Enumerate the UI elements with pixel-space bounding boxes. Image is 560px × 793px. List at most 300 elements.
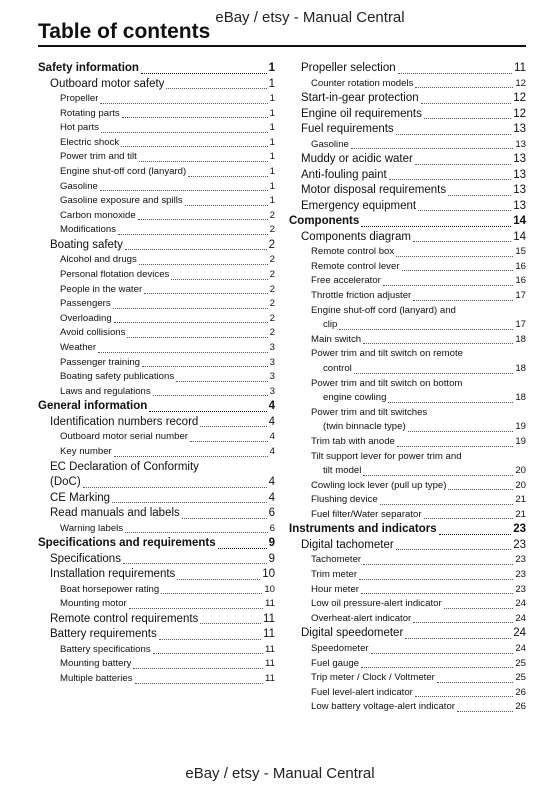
toc-entry-label: Gasoline exposure and spills — [60, 195, 183, 207]
toc-entry-label: Boating safety publications — [60, 371, 175, 383]
dot-leader — [361, 226, 511, 227]
toc-entry-page: 2 — [269, 327, 275, 339]
dot-leader — [139, 264, 268, 265]
toc-entry-page: 23 — [515, 583, 526, 595]
toc-entry[interactable] — [289, 289, 526, 304]
dot-leader — [101, 132, 268, 133]
toc-entry[interactable] — [38, 491, 275, 507]
toc-entry[interactable] — [38, 627, 275, 643]
dot-leader — [361, 667, 513, 668]
toc-entry[interactable] — [289, 642, 526, 657]
toc-entry-label: Overloading — [60, 312, 112, 324]
toc-entry[interactable] — [289, 230, 526, 246]
dot-leader — [415, 164, 511, 165]
toc-entry-page: 24 — [515, 642, 526, 654]
dot-leader — [448, 195, 511, 196]
dot-leader — [153, 653, 263, 654]
dot-leader — [383, 285, 513, 286]
toc-entry[interactable] — [38, 77, 275, 93]
toc-entry[interactable] — [38, 312, 275, 327]
toc-entry-label: Engine oil requirements — [301, 107, 422, 120]
toc-entry-page: 9 — [268, 537, 275, 550]
toc-entry-label: Components — [289, 215, 360, 228]
toc-entry-page: 13 — [513, 199, 526, 212]
toc-entry[interactable] — [289, 568, 526, 583]
toc-entry-label: Outboard motor serial number — [60, 431, 188, 443]
toc-entry[interactable] — [38, 522, 275, 537]
toc-entry-page: 3 — [269, 356, 275, 368]
toc-entry[interactable] — [38, 268, 275, 283]
toc-entry[interactable] — [289, 138, 526, 153]
toc-entry-page: 13 — [513, 153, 526, 166]
toc-entry-wrapped[interactable] — [289, 347, 526, 376]
toc-entry-label: Engine shut-off cord (lanyard) — [60, 165, 187, 177]
toc-entry-page: 1 — [269, 151, 275, 163]
toc-entry-page: 17 — [515, 319, 526, 331]
toc-entry[interactable] — [289, 522, 526, 538]
dot-leader — [188, 176, 267, 177]
dot-leader — [200, 426, 266, 427]
toc-entry-page: 26 — [515, 686, 526, 698]
toc-entry-page: 18 — [515, 392, 526, 404]
toc-entry-label: control — [323, 362, 352, 374]
toc-entry-label: Propeller selection — [301, 62, 396, 74]
dot-leader — [125, 249, 267, 250]
dot-leader — [388, 402, 513, 403]
toc-entry[interactable] — [38, 180, 275, 195]
toc-entry-page: 12 — [513, 107, 526, 120]
toc-entry-label: Muddy or acidic water — [301, 153, 413, 166]
toc-entry[interactable] — [38, 399, 275, 415]
toc-entry[interactable] — [289, 435, 526, 450]
toc-entry-label: Flushing device — [311, 494, 378, 506]
toc-entry-label: Remote control box — [311, 246, 395, 258]
dot-leader — [398, 73, 512, 74]
toc-entry[interactable] — [289, 479, 526, 494]
toc-entry[interactable] — [38, 165, 275, 180]
toc-entry-label: Fuel requirements — [301, 123, 394, 136]
toc-entry-label: Low oil pressure-alert indicator — [311, 598, 442, 610]
toc-entry-label: Safety information — [38, 62, 139, 74]
toc-entry-page: 2 — [268, 238, 275, 251]
toc-entry-page: 24 — [513, 627, 526, 640]
toc-entry-label: Power trim and tilt switch on remote — [311, 348, 463, 360]
toc-entry-label: People in the water — [60, 283, 143, 295]
toc-entry-page: 13 — [513, 184, 526, 197]
toc-entry[interactable] — [311, 420, 526, 435]
toc-entry-wrapped[interactable] — [289, 304, 526, 333]
toc-entry-label: Read manuals and labels — [50, 507, 180, 520]
toc-entry-page: 18 — [515, 333, 526, 345]
toc-entry[interactable] — [38, 430, 275, 445]
toc-entry[interactable] — [38, 238, 275, 254]
toc-entry-label: Personal flotation devices — [60, 269, 170, 281]
toc-entry-page: 4 — [268, 415, 275, 428]
toc-entry[interactable] — [38, 643, 275, 658]
toc-entry-page: 1 — [268, 77, 275, 90]
dot-leader — [380, 504, 514, 505]
toc-entry[interactable] — [289, 122, 526, 138]
toc-entry[interactable] — [38, 341, 275, 356]
toc-entry[interactable] — [289, 583, 526, 598]
toc-entry[interactable] — [38, 92, 275, 107]
toc-entry[interactable] — [38, 506, 275, 522]
toc-entry-label: Power trim and tilt switches — [311, 406, 428, 418]
toc-entry-page: 11 — [265, 673, 275, 685]
toc-entry[interactable] — [38, 209, 275, 224]
toc-entry-label: Identification numbers record — [50, 415, 199, 428]
dot-leader — [439, 534, 512, 535]
toc-entry-page: 21 — [515, 494, 526, 506]
dot-leader — [396, 549, 512, 550]
dot-leader — [354, 373, 514, 374]
toc-entry[interactable] — [38, 536, 275, 552]
title-divider — [38, 45, 526, 47]
toc-entry-label: Fuel level-alert indicator — [311, 686, 413, 698]
toc-entry-page: 1 — [269, 107, 275, 119]
toc-entry-label: Gasoline — [60, 180, 98, 192]
toc-entry-page: 11 — [265, 658, 275, 670]
dot-leader — [339, 329, 513, 330]
dot-leader — [133, 668, 263, 669]
toc-entry-label: Digital speedometer — [301, 627, 404, 640]
toc-entry[interactable] — [38, 612, 275, 628]
dot-leader — [413, 241, 511, 242]
toc-column-right — [289, 61, 526, 715]
toc-entry-wrapped[interactable] — [38, 460, 275, 491]
toc-entry[interactable] — [38, 253, 275, 268]
toc-entry[interactable] — [289, 671, 526, 686]
dot-leader — [415, 696, 513, 697]
toc-entry-label: Fuel gauge — [311, 657, 360, 669]
dot-leader — [114, 456, 268, 457]
toc-entry[interactable] — [311, 318, 526, 333]
toc-entry-label: Avoid collisions — [60, 327, 126, 339]
toc-entry-label: Trim meter — [311, 569, 358, 581]
toc-entry-page: 6 — [269, 522, 275, 534]
dot-leader — [402, 270, 514, 271]
toc-entry-label: Boat horsepower rating — [60, 583, 160, 595]
toc-entry-label: Multiple batteries — [60, 673, 133, 685]
toc-entry[interactable] — [38, 194, 275, 209]
toc-entry-label: Installation requirements — [50, 568, 176, 581]
toc-entry-label: Counter rotation models — [311, 77, 414, 89]
toc-entry-page: 4 — [268, 491, 275, 504]
toc-entry-label: General information — [38, 400, 148, 413]
toc-entry-label: engine cowling — [323, 392, 387, 404]
toc-entry-label: Main switch — [311, 333, 362, 345]
toc-entry[interactable] — [38, 356, 275, 371]
toc-entry-page: 1 — [269, 93, 275, 104]
toc-entry[interactable] — [289, 214, 526, 230]
dot-leader — [121, 146, 267, 147]
toc-entry[interactable] — [289, 538, 526, 554]
watermark-bottom: eBay / etsy - Manual Central — [185, 765, 375, 782]
toc-entry-page: 19 — [515, 435, 526, 447]
toc-entry-page: 20 — [515, 465, 526, 477]
toc-entry[interactable] — [289, 597, 526, 612]
dot-leader — [363, 564, 513, 565]
toc-entry-page: 2 — [269, 269, 275, 281]
toc-entry[interactable] — [289, 657, 526, 672]
toc-entry-page: 3 — [269, 371, 275, 383]
dot-leader — [166, 88, 266, 89]
toc-entry-page: 2 — [269, 254, 275, 266]
dot-leader — [405, 638, 511, 639]
toc-entry-label: Boating safety — [50, 238, 123, 251]
toc-entry-label: Components diagram — [301, 230, 411, 243]
dot-leader — [361, 593, 513, 594]
toc-entry-label: CE Marking — [50, 491, 111, 504]
toc-entry[interactable] — [289, 333, 526, 348]
toc-entry-page: 2 — [269, 209, 275, 221]
dot-leader — [176, 381, 268, 382]
dot-leader — [114, 322, 268, 323]
toc-entry[interactable] — [38, 583, 275, 598]
dot-leader — [159, 639, 261, 640]
page-title: Table of contents — [38, 20, 211, 43]
toc-entry[interactable] — [38, 475, 275, 491]
toc-entry-page: 11 — [263, 628, 275, 641]
dot-leader — [415, 87, 513, 88]
toc-entry[interactable] — [38, 297, 275, 312]
toc-entry[interactable] — [38, 445, 275, 460]
toc-entry-wrapped[interactable] — [289, 450, 526, 479]
toc-entry[interactable] — [38, 136, 275, 151]
toc-entry[interactable] — [289, 612, 526, 627]
toc-entry-label: Key number — [60, 445, 112, 457]
toc-entry[interactable] — [311, 391, 526, 406]
toc-entry[interactable] — [38, 672, 275, 687]
toc-entry[interactable] — [289, 508, 526, 523]
toc-entry-page: 17 — [515, 289, 526, 301]
toc-entry-page: 6 — [268, 507, 275, 520]
toc-entry-page: 4 — [269, 445, 275, 457]
toc-entry[interactable] — [38, 567, 275, 583]
toc-entry[interactable] — [311, 362, 526, 377]
toc-entry-page: 12 — [513, 92, 526, 105]
dot-leader — [413, 300, 513, 301]
toc-entry-label: Overheat-alert indicator — [311, 612, 412, 624]
toc-entry-page: 4 — [269, 431, 275, 443]
toc-entry-label: Propeller — [60, 93, 99, 104]
toc-entry-label: (twin binnacle type) — [323, 421, 406, 433]
dot-leader — [113, 308, 268, 309]
toc-entry[interactable] — [289, 493, 526, 508]
toc-entry-page: 11 — [514, 62, 526, 74]
dot-leader — [177, 579, 260, 580]
toc-entry[interactable] — [289, 260, 526, 275]
toc-entry[interactable] — [289, 152, 526, 168]
dot-leader — [218, 548, 267, 549]
toc-entry[interactable] — [38, 107, 275, 122]
toc-entry-page: 26 — [515, 701, 526, 713]
toc-entry[interactable] — [38, 370, 275, 385]
toc-entry-page: 1 — [268, 62, 275, 74]
toc-entry-page: 1 — [269, 122, 275, 134]
toc-entry[interactable] — [38, 121, 275, 136]
toc-entry[interactable] — [289, 700, 526, 715]
dot-leader — [161, 593, 262, 594]
toc-entry-page: 24 — [515, 612, 526, 624]
toc-entry-page: 1 — [269, 136, 275, 148]
dot-leader — [83, 487, 267, 488]
toc-entry-page: 21 — [515, 508, 526, 520]
dot-leader — [100, 103, 267, 104]
toc-entry-label: Tilt support lever for power trim and — [311, 450, 462, 462]
dot-leader — [437, 682, 513, 683]
toc-entry-label: Engine shut-off cord (lanyard) and — [311, 304, 456, 316]
toc-entry[interactable] — [38, 597, 275, 612]
toc-entry-label: Cowling lock lever (pull up type) — [311, 479, 447, 491]
toc-entry-label: Specifications — [50, 552, 121, 565]
toc-entry[interactable] — [289, 626, 526, 642]
toc-entry-label: Passenger training — [60, 356, 140, 368]
toc-entry-label: Hour meter — [311, 583, 359, 595]
toc-entry-page: 11 — [265, 643, 275, 655]
toc-entry-page: 12 — [515, 77, 526, 89]
toc-entry[interactable] — [38, 415, 275, 431]
toc-entry-page: 23 — [513, 538, 526, 551]
toc-entry-page: 14 — [513, 230, 526, 243]
toc-entry-label: Free accelerator — [311, 275, 381, 287]
toc-entry-page: 1 — [269, 195, 275, 207]
toc-entry-label: Power trim and tilt switch on bottom — [311, 377, 463, 389]
toc-entry-page: 2 — [269, 298, 275, 310]
toc-entry-page: 16 — [515, 275, 526, 287]
dot-leader — [123, 563, 267, 564]
toc-entry-label: Motor disposal requirements — [301, 184, 447, 197]
dot-leader — [444, 608, 514, 609]
toc-entry-label: Power trim and tilt — [60, 151, 137, 163]
dot-leader — [135, 683, 264, 684]
toc-entry-label: Rotating parts — [60, 107, 120, 119]
dot-leader — [457, 711, 513, 712]
dot-leader — [408, 431, 514, 432]
toc-entry-label: Modifications — [60, 224, 116, 236]
toc-entry-page: 11 — [265, 598, 275, 610]
toc-entry-page: 1 — [269, 180, 275, 192]
dot-leader — [397, 446, 513, 447]
dot-leader — [129, 608, 263, 609]
toc-entry[interactable] — [38, 223, 275, 238]
toc-entry[interactable] — [38, 150, 275, 165]
toc-entry-label: EC Declaration of Conformity — [50, 460, 199, 473]
toc-entry[interactable] — [289, 199, 526, 215]
toc-entry-page: 2 — [269, 224, 275, 236]
toc-entry-label: Specifications and requirements — [38, 537, 216, 550]
dot-leader — [389, 179, 512, 180]
toc-entry[interactable] — [289, 168, 526, 184]
toc-entry-label: Remote control requirements — [50, 612, 199, 625]
dot-leader — [138, 219, 268, 220]
dot-leader — [171, 279, 267, 280]
toc-entry[interactable] — [38, 61, 275, 77]
toc-entry-label: Digital tachometer — [301, 538, 394, 551]
toc-entry-page: 20 — [515, 479, 526, 491]
toc-entry[interactable] — [38, 326, 275, 341]
toc-entry-label: Trip meter / Clock / Voltmeter — [311, 672, 435, 684]
toc-entry[interactable] — [289, 107, 526, 123]
toc-entry-page: 3 — [269, 342, 275, 353]
toc-entry[interactable] — [289, 61, 526, 77]
toc-entry-label: Gasoline — [311, 138, 349, 150]
dot-leader — [448, 489, 513, 490]
toc-entry[interactable] — [311, 464, 526, 479]
toc-entry-page: 11 — [263, 612, 275, 625]
dot-leader — [359, 579, 513, 580]
toc-entry-label: Emergency equipment — [301, 199, 417, 212]
toc-entry[interactable] — [38, 385, 275, 400]
toc-entry-label: Passengers — [60, 298, 111, 310]
toc-entry[interactable] — [289, 553, 526, 568]
toc-entry-label: Electric shock — [60, 136, 120, 148]
toc-entry-label: Mounting battery — [60, 658, 132, 670]
toc-entry[interactable] — [289, 91, 526, 107]
toc-entry-label: clip — [323, 319, 338, 331]
toc-entry-label: Battery requirements — [50, 628, 157, 641]
dot-leader — [122, 117, 268, 118]
toc-entry[interactable] — [289, 77, 526, 92]
toc-column-left — [38, 61, 275, 687]
toc-entry[interactable] — [289, 245, 526, 260]
toc-entry[interactable] — [38, 657, 275, 672]
toc-entry[interactable] — [38, 552, 275, 568]
dot-leader — [149, 411, 266, 412]
toc-entry[interactable] — [289, 274, 526, 289]
dot-leader — [418, 210, 511, 211]
toc-entry-label: Fuel filter/Water separator — [311, 508, 422, 520]
toc-entry-wrapped[interactable] — [289, 377, 526, 406]
toc-entry[interactable] — [289, 183, 526, 199]
toc-entry-label: Anti-fouling paint — [301, 168, 387, 181]
toc-entry-label: Throttle friction adjuster — [311, 289, 412, 301]
toc-entry-page: 4 — [268, 400, 275, 413]
toc-entry-page: 13 — [513, 123, 526, 136]
dot-leader — [144, 293, 268, 294]
toc-entry-page: 1 — [269, 165, 275, 177]
toc-entry-label: Speedometer — [311, 642, 369, 654]
toc-entry-page: 23 — [515, 554, 526, 566]
toc-entry-label: Trim tab with anode — [311, 435, 395, 447]
toc-entry-label: Remote control lever — [311, 260, 400, 272]
toc-entry-wrapped[interactable] — [289, 406, 526, 435]
toc-entry-page: 13 — [513, 168, 526, 181]
toc-entry-page: 9 — [268, 552, 275, 565]
toc-entry-label: Laws and regulations — [60, 385, 151, 397]
dot-leader — [98, 352, 268, 353]
toc-entry-page: 13 — [515, 138, 526, 150]
dot-leader — [141, 73, 267, 74]
dot-leader — [363, 343, 513, 344]
toc-entry-page: 19 — [515, 421, 526, 433]
dot-leader — [424, 118, 511, 119]
toc-entry-page: 2 — [269, 312, 275, 324]
toc-entry-page: 2 — [269, 283, 275, 295]
dot-leader — [100, 190, 268, 191]
dot-leader — [139, 161, 268, 162]
toc-entry-page: 23 — [513, 523, 526, 536]
dot-leader — [185, 205, 268, 206]
toc-entry[interactable] — [38, 283, 275, 298]
dot-leader — [112, 502, 267, 503]
toc-entry-label: Start-in-gear protection — [301, 92, 419, 105]
dot-leader — [200, 623, 261, 624]
watermark-top: eBay / etsy - Manual Central — [215, 9, 405, 26]
toc-entry[interactable] — [289, 686, 526, 701]
toc-entry-page: 25 — [515, 672, 526, 684]
dot-leader — [125, 532, 268, 533]
